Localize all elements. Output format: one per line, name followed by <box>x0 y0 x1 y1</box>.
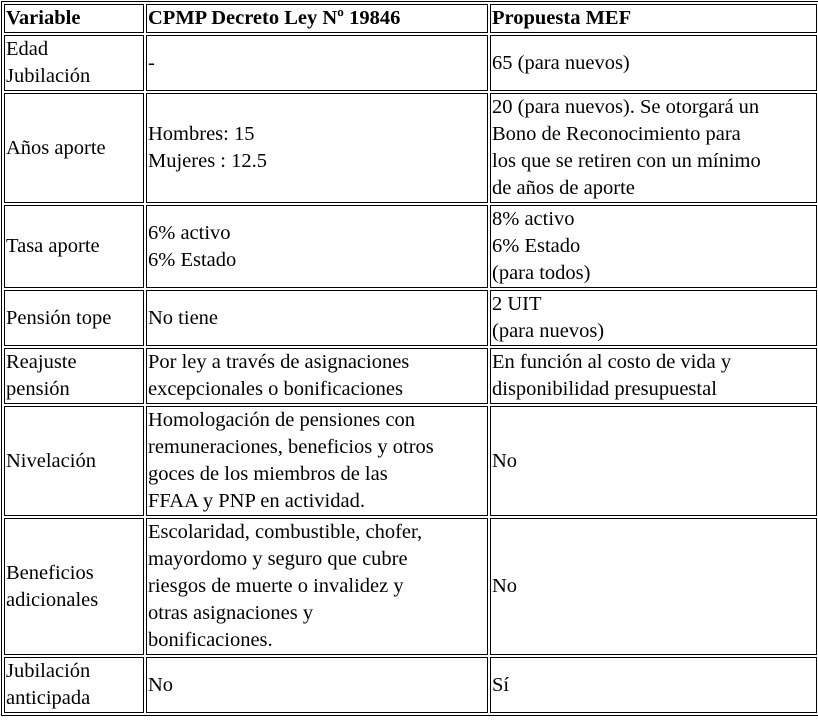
cell-variable <box>4 290 144 346</box>
table-row <box>4 406 817 516</box>
cell-text-line: 65 (para nuevos) <box>492 51 630 74</box>
cell-text-line: (para todos) <box>492 262 591 284</box>
cell-text-line: Jubilación <box>6 65 91 87</box>
cell-cpmp <box>146 35 488 91</box>
cell-text-line: los que se retiren con un mínimo <box>492 150 761 172</box>
cell-text-line: En función al costo de vida y <box>492 351 732 373</box>
cell-text-line: Tasa aporte <box>6 235 100 257</box>
cell-text-line: Jubilación <box>6 660 91 682</box>
cell-variable <box>4 657 144 713</box>
cell-text-line: Reajuste <box>6 351 77 373</box>
cell-mef <box>490 290 817 346</box>
cell-text-line: Bono de Reconocimiento para <box>492 123 741 145</box>
cell-text-line: Nivelación <box>6 449 96 472</box>
table-row <box>4 657 817 713</box>
cell-text-line: Hombres: 15 <box>148 123 255 145</box>
cell-text-line: 6% Estado <box>492 235 581 257</box>
cell-mef <box>490 348 817 404</box>
cell-mef <box>490 35 817 91</box>
cell-text-line: anticipada <box>6 687 91 709</box>
cell-text-line: 8% activo <box>492 208 575 230</box>
cell-text-line: Beneficios <box>6 561 94 584</box>
cell-text-line: - <box>148 51 155 74</box>
cell-text-line: 6% Estado <box>148 248 237 271</box>
cell-text-line: 6% activo <box>148 221 231 244</box>
cell-text-line: Por ley a través de asignaciones <box>148 351 410 373</box>
comparison-table-container <box>1 1 816 716</box>
header-row <box>4 4 817 33</box>
cell-text-line: Mujeres : 12.5 <box>148 150 267 172</box>
cell-text-line: No <box>148 673 174 696</box>
table-row <box>4 518 817 655</box>
cell-text-line: disponibilidad presupuestal <box>492 378 717 400</box>
cell-text-line: 2 UIT <box>492 293 542 315</box>
cell-mef <box>490 657 817 713</box>
cell-mef <box>490 406 817 516</box>
cell-variable <box>4 406 144 516</box>
cell-text-line: remuneraciones, beneficios y otros <box>148 436 434 458</box>
header-variable: Variable <box>4 4 144 33</box>
header-mef: Propuesta MEF <box>490 4 817 33</box>
cell-text-line: Sí <box>492 673 510 696</box>
cell-text-line: goces de los miembros de las <box>148 463 388 485</box>
cell-cpmp <box>146 657 488 713</box>
comparison-table <box>1 1 818 716</box>
cell-mef <box>490 205 817 288</box>
cell-cpmp <box>146 205 488 288</box>
cell-text-line: FFAA y PNP en actividad. <box>148 490 365 512</box>
cell-text-line: 20 (para nuevos). Se otorgará un <box>492 96 760 118</box>
cell-text-line: No tiene <box>148 306 219 329</box>
cell-mef <box>490 518 817 655</box>
table-row <box>4 205 817 288</box>
cell-text-line: otras asignaciones y <box>148 602 314 624</box>
cell-text-line: pensión <box>6 378 70 400</box>
cell-text-line: (para nuevos) <box>492 320 605 342</box>
cell-text-line: riesgos de muerte o invalidez y <box>148 575 404 597</box>
cell-text-line: Pensión tope <box>6 306 112 329</box>
cell-cpmp <box>146 290 488 346</box>
cell-cpmp <box>146 518 488 655</box>
cell-variable <box>4 518 144 655</box>
cell-text-line: Escolaridad, combustible, chofer, <box>148 521 423 543</box>
table-row <box>4 290 817 346</box>
cell-text-line: Homologación de pensiones con <box>148 409 416 431</box>
table-row <box>4 93 817 203</box>
cell-text-line: No <box>492 575 518 597</box>
cell-variable <box>4 93 144 203</box>
table-row <box>4 348 817 404</box>
cell-text-line: adicionales <box>6 588 99 611</box>
cell-cpmp <box>146 348 488 404</box>
header-cpmp: CPMP Decreto Ley Nº 19846 <box>146 4 488 33</box>
cell-cpmp <box>146 406 488 516</box>
cell-text-line: de años de aporte <box>492 177 635 199</box>
table-body <box>4 35 817 713</box>
cell-text-line: mayordomo y seguro que cubre <box>148 548 408 570</box>
cell-variable <box>4 35 144 91</box>
table-row <box>4 35 817 91</box>
cell-text-line: excepcionales o bonificaciones <box>148 378 403 400</box>
cell-variable <box>4 348 144 404</box>
cell-mef <box>490 93 817 203</box>
cell-cpmp <box>146 93 488 203</box>
cell-text-line: Edad <box>6 38 49 60</box>
cell-text-line: bonificaciones. <box>148 629 273 651</box>
cell-text-line: Años aporte <box>6 136 106 159</box>
cell-variable <box>4 205 144 288</box>
cell-text-line: No <box>492 449 518 472</box>
